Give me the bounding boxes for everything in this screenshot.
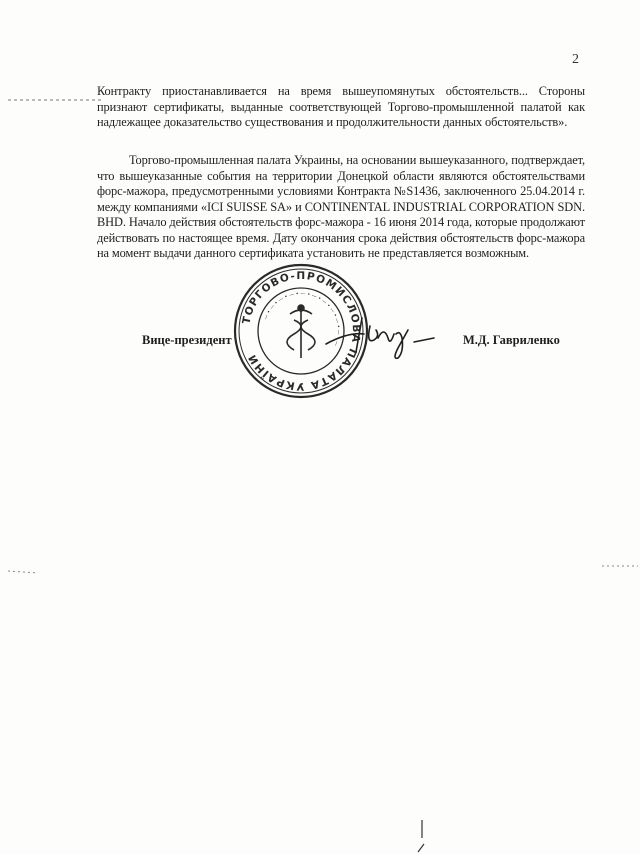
svg-text:ТОРГОВО-ПРОМИСЛОВА ПАЛАТА УКРА: ТОРГОВО-ПРОМИСЛОВА ПАЛАТА УКРАЇНИ — [240, 269, 363, 393]
page-number: 2 — [572, 52, 579, 67]
paragraph-continuation: Контракту приостанавливается на время вышеупомянутых обстоятельств... Стороны признают сертификаты, выданные соответствующей Торгово-промышленной палатой как надлежащее доказательство существования и продолжительности данных обстоятельств». — [97, 84, 585, 130]
signatory-name: М.Д. Гавриленко — [463, 333, 560, 347]
handwritten-signature — [318, 304, 440, 364]
svg-text:— • — • — • — • — • — • — • —: — • — • — • — • — • — • — • — • — • — • — — [262, 290, 342, 347]
scan-artifact-left — [0, 568, 40, 576]
scan-artifact-bottom — [412, 818, 432, 854]
scan-artifact-right — [600, 560, 640, 572]
paragraph-certification: Торгово-промышленная палата Украины, на основании вышеуказанного, подтверждает, что вышеуказанные события на территории Донецкой области являются обстоятельствами форс-мажора, предусмотренными условиями Контракта №S1436, заключенного 25.04.2014 г. между компаниями «ICI SUISSE SA» и CONTINENTAL INDUSTRIAL CORPORATION SDN. BHD. Начало действия обстоятельств форс-мажора - 16 июня 2014 года, которые продолжают действовать по настоящее время. Дату окончания срока действия обстоятельств форс-мажора на момент выдачи данного сертификата установить не представляется возможным. — [97, 153, 585, 261]
scan-artifact-top — [0, 96, 110, 104]
signatory-title: Вице-президент — [142, 333, 232, 347]
